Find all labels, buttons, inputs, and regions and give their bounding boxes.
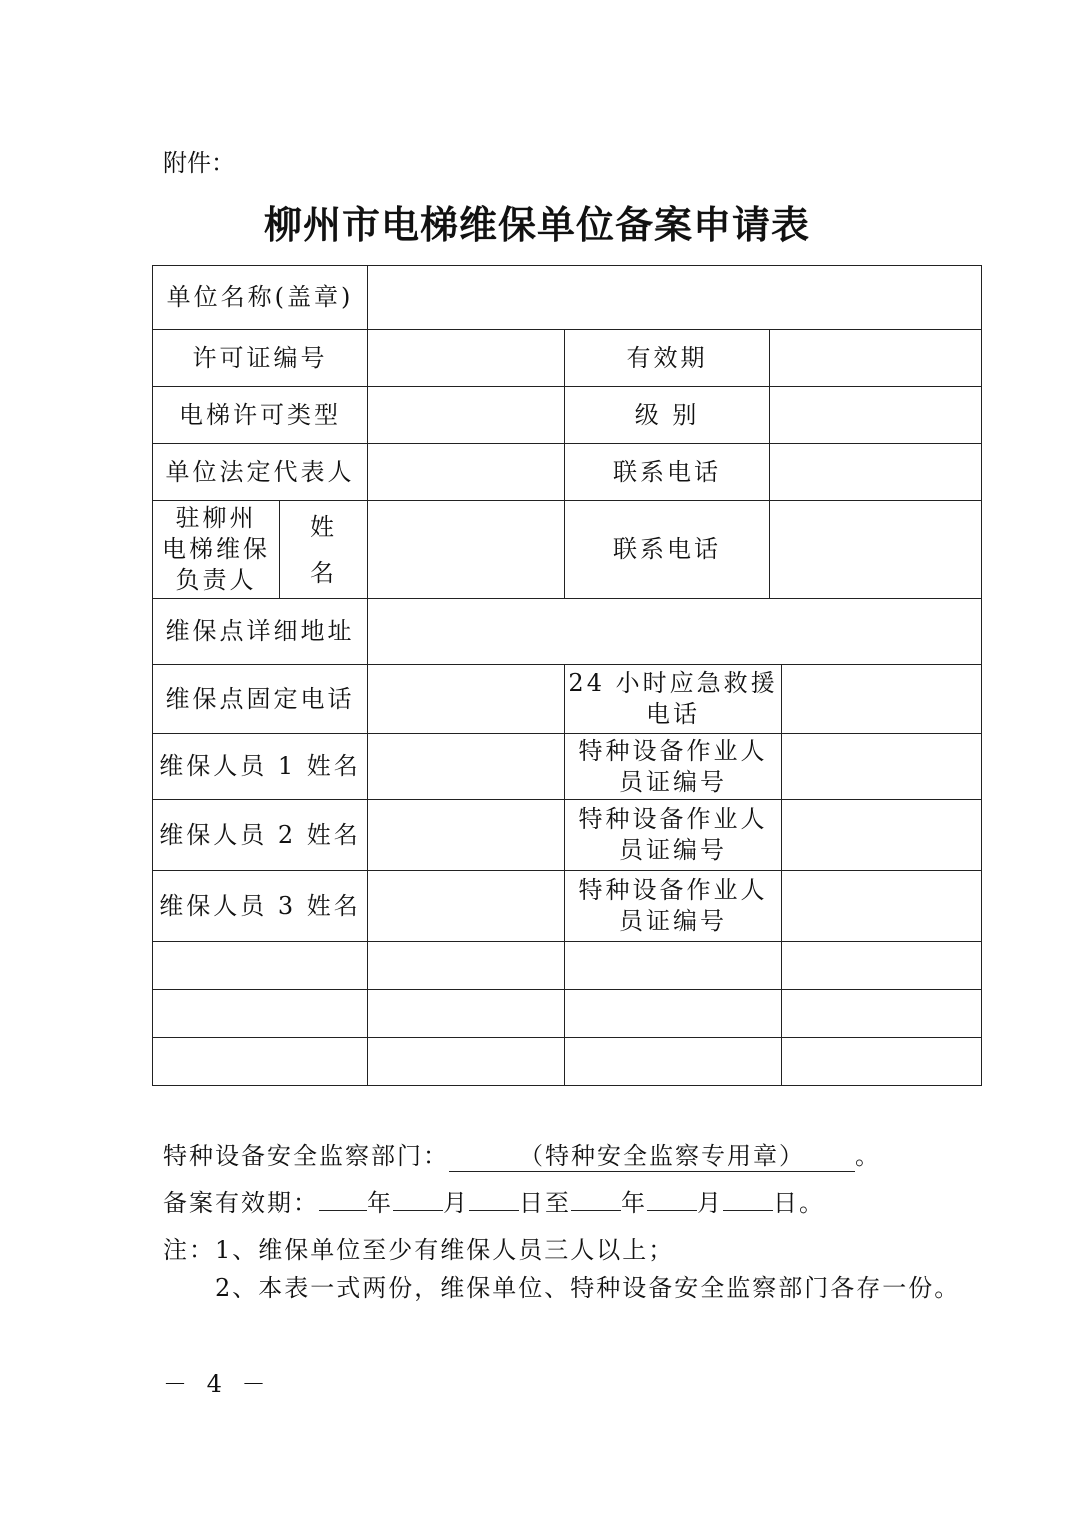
resident-manager-label (153, 501, 280, 599)
manager-name-line1: 姓 (310, 512, 337, 541)
staff1-cert-line1: 特种设备作业人 (578, 736, 768, 765)
staff3-cert-label (565, 871, 782, 942)
record-validity-line (163, 1183, 825, 1218)
start-day-blank[interactable] (469, 1184, 519, 1211)
month-label: 月 (443, 1189, 469, 1217)
legal-rep-label: 单位法定代表人 (153, 444, 368, 501)
manager-phone-label: 联系电话 (565, 501, 770, 599)
manager-name-label (280, 501, 368, 599)
note-2: 2、本表一式两份，维保单位、特种设备安全监察部门各存一份。 (215, 1274, 961, 1302)
legal-rep-field[interactable] (368, 444, 565, 501)
start-year-blank[interactable] (319, 1184, 367, 1211)
blank-cell[interactable] (782, 1038, 982, 1086)
unit-name-label: 单位名称(盖章) (153, 266, 368, 330)
staff2-cert-field[interactable] (782, 800, 982, 871)
staff1-cert-label (565, 734, 782, 800)
staff2-name-label: 维保人员 2 姓名 (153, 800, 368, 871)
staff3-name-field[interactable] (368, 871, 565, 942)
contact-phone-label: 联系电话 (565, 444, 770, 501)
resident-manager-line3: 负责人 (175, 566, 257, 594)
year-label: 年 (621, 1189, 647, 1217)
page-number: － 4 － (163, 1370, 272, 1398)
end-month-blank[interactable] (647, 1184, 697, 1211)
blank-cell[interactable] (565, 1038, 782, 1086)
fixed-phone-label: 维保点固定电话 (153, 665, 368, 734)
period-mark: 。 (855, 1142, 881, 1170)
emergency-phone-label (565, 665, 782, 734)
staff1-cert-field[interactable] (782, 734, 982, 800)
staff1-cert-line2: 员证编号 (619, 767, 728, 796)
license-no-label: 许可证编号 (153, 330, 368, 387)
valid-period-label: 有效期 (565, 330, 770, 387)
blank-cell[interactable] (368, 990, 565, 1038)
manager-name-line2: 名 (310, 558, 337, 587)
blank-cell[interactable] (782, 942, 982, 990)
address-field[interactable] (368, 599, 982, 665)
valid-period-field[interactable] (770, 330, 982, 387)
blank-cell[interactable] (153, 990, 368, 1038)
unit-name-field[interactable] (368, 266, 982, 330)
staff3-cert-line1: 特种设备作业人 (578, 876, 768, 904)
fixed-phone-field[interactable] (368, 665, 565, 734)
staff3-cert-field[interactable] (782, 871, 982, 942)
blank-cell[interactable] (782, 990, 982, 1038)
day-end-label: 日。 (773, 1189, 825, 1217)
elevator-license-type-field[interactable] (368, 387, 565, 444)
staff2-cert-line1: 特种设备作业人 (578, 805, 768, 833)
supervision-dept-label: 特种设备安全监察部门： (163, 1142, 449, 1170)
end-day-blank[interactable] (723, 1184, 773, 1211)
level-label: 级 别 (565, 387, 770, 444)
record-validity-label: 备案有效期： (163, 1189, 319, 1217)
attachment-label: 附件： (163, 149, 235, 177)
blank-cell[interactable] (153, 1038, 368, 1086)
month-label: 月 (697, 1189, 723, 1217)
level-field[interactable] (770, 387, 982, 444)
special-seal-placeholder: （特种安全监察专用章） (449, 1136, 855, 1172)
staff3-cert-line2: 员证编号 (619, 907, 728, 935)
staff1-name-field[interactable] (368, 734, 565, 800)
elevator-license-type-label: 电梯许可类型 (153, 387, 368, 444)
note-1: 注：1、维保单位至少有维保人员三人以上； (163, 1236, 675, 1264)
blank-cell[interactable] (368, 1038, 565, 1086)
staff2-cert-line2: 员证编号 (619, 836, 728, 864)
blank-cell[interactable] (153, 942, 368, 990)
staff2-cert-label (565, 800, 782, 871)
blank-cell[interactable] (565, 990, 782, 1038)
contact-phone-field[interactable] (770, 444, 982, 501)
emergency-phone-field[interactable] (782, 665, 982, 734)
manager-name-field[interactable] (368, 501, 565, 599)
resident-manager-line1: 驻柳州 (175, 504, 257, 532)
blank-cell[interactable] (565, 942, 782, 990)
staff3-name-label: 维保人员 3 姓名 (153, 871, 368, 942)
supervision-dept-line (163, 1136, 881, 1172)
application-form-table (152, 265, 982, 1086)
emergency-phone-line1: 24 小时应急救援 (568, 669, 778, 697)
staff2-name-field[interactable] (368, 800, 565, 871)
address-label: 维保点详细地址 (153, 599, 368, 665)
license-no-field[interactable] (368, 330, 565, 387)
form-title: 柳州市电梯维保单位备案申请表 (263, 202, 810, 247)
end-year-blank[interactable] (571, 1184, 621, 1211)
blank-cell[interactable] (368, 942, 565, 990)
manager-phone-field[interactable] (770, 501, 982, 599)
emergency-phone-line2: 电话 (646, 700, 701, 728)
day-to-label: 日至 (519, 1189, 571, 1217)
start-month-blank[interactable] (393, 1184, 443, 1211)
resident-manager-line2: 电梯维保 (162, 535, 270, 563)
staff1-name-label: 维保人员 1 姓名 (153, 734, 368, 800)
year-label: 年 (367, 1189, 393, 1217)
